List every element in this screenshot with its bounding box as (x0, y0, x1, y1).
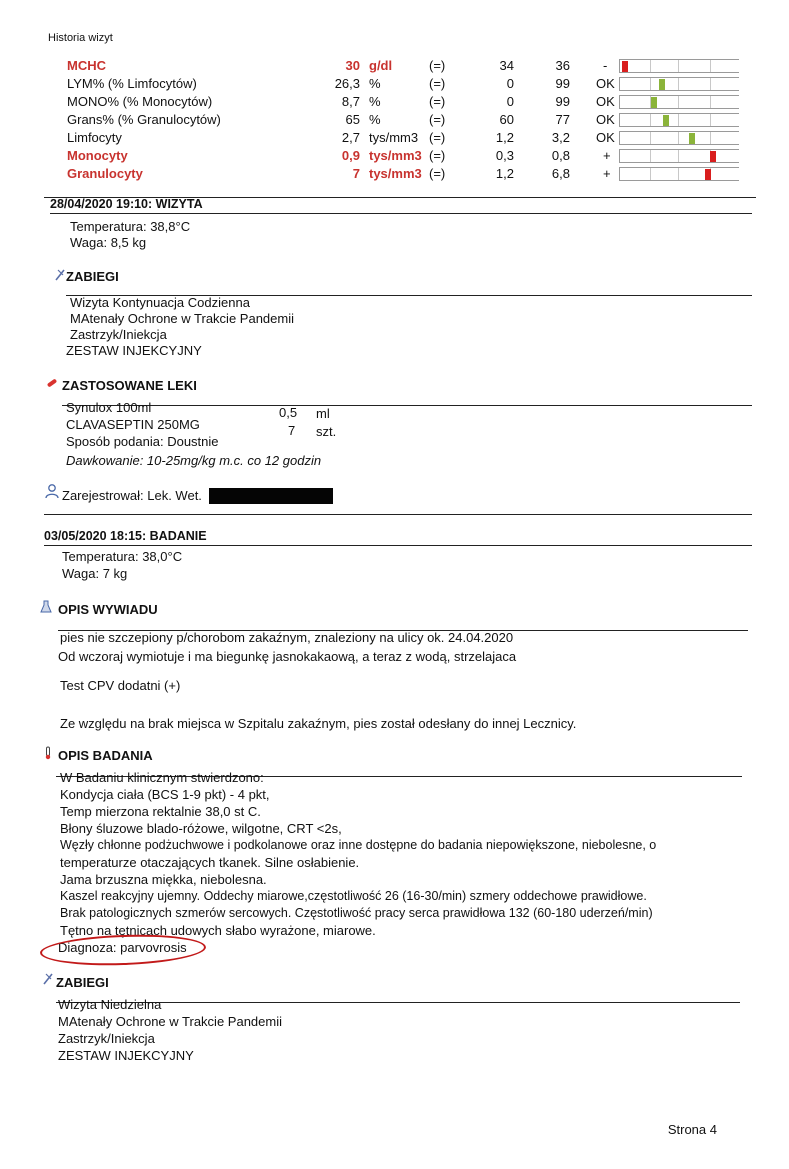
lab-range-marker (705, 169, 711, 180)
procedure-item: Zastrzyk/Iniekcja (70, 327, 167, 342)
divider (50, 213, 752, 214)
lab-value: 8,7 (341, 94, 360, 109)
lab-range-marker (710, 151, 716, 162)
lab-range-marker (663, 115, 669, 126)
divider (44, 514, 752, 515)
history-line: Ze względu na brak miejsca w Szpitalu zakaźnym, pies został odesłany do innej Lecznicy. (60, 716, 577, 731)
lab-test-name: MCHC (67, 58, 106, 73)
lab-status: + (603, 148, 611, 163)
lab-range-bar (619, 95, 739, 109)
lab-range-bar (619, 131, 739, 145)
lab-range-max: 36 (555, 58, 570, 73)
lab-status: - (603, 58, 608, 73)
lab-range-min: 0 (506, 94, 514, 109)
lab-status: OK (596, 94, 615, 109)
lab-result-row (0, 130, 789, 148)
lab-range-marker (689, 133, 695, 144)
lab-range-min: 1,2 (495, 130, 514, 145)
lab-comparator: (=) (429, 94, 446, 109)
procedure-item: ZESTAW INJEKCYJNY (58, 1048, 194, 1063)
lab-range-max: 3,2 (551, 130, 570, 145)
procedure-item: MAtenały Ochrone w Trakcie Pandemii (70, 311, 294, 326)
lab-status: OK (596, 130, 615, 145)
history-line: Od wczoraj wymiotuje i ma biegunkę jasnokakaową, a teraz z wodą, strzelajaca (58, 649, 517, 664)
lab-result-row (0, 112, 789, 130)
exam-line: Kaszel reakcyjny ujemny. Oddechy miarowe,częstotliwość 26 (16-30/min) szmery oddechowe prawidłowe. (60, 889, 647, 903)
lab-test-name: Limfocyty (67, 130, 122, 145)
visit-header: 03/05/2020 18:15: BADANIE (44, 529, 207, 543)
lab-test-name: LYM% (% Limfocytów) (67, 76, 197, 91)
lab-unit: g/dl (369, 58, 393, 73)
lab-range-max: 6,8 (551, 166, 570, 181)
lab-comparator: (=) (429, 130, 446, 145)
exam-line: Węzły chłonne podżuchwowe i podkolanowe oraz inne dostępne do badania niepowiększone, niebolesne, o (60, 838, 657, 852)
lab-value: 2,7 (341, 130, 360, 145)
lab-value: 0,9 (341, 148, 360, 163)
lab-unit: % (369, 76, 381, 91)
lab-range-marker (659, 79, 665, 90)
lab-range-bar (619, 59, 739, 73)
lab-range-max: 0,8 (551, 148, 570, 163)
lab-status: OK (596, 112, 615, 127)
exam-line: Błony śluzowe blado-różowe, wilgotne, CRT <2s, (60, 821, 342, 836)
lab-test-name: Monocyty (67, 148, 128, 163)
lab-unit: % (369, 94, 381, 109)
procedure-item: ZESTAW INJEKCYJNY (66, 343, 202, 358)
lab-range-marker (622, 61, 628, 72)
lab-status: OK (596, 76, 615, 91)
lab-range-marker (651, 97, 657, 108)
section-title-procedures: ZABIEGI (56, 975, 109, 990)
procedure-item: MAtenały Ochrone w Trakcie Pandemii (58, 1014, 282, 1029)
weight: Waga: 8,5 kg (70, 235, 147, 250)
lab-range-min: 34 (499, 58, 514, 73)
syringe-icon (42, 972, 54, 986)
lab-range-min: 0 (506, 76, 514, 91)
lab-comparator: (=) (429, 76, 446, 91)
exam-line: Brak patologicznych szmerów sercowych. Częstotliwość pracy serca prawidłowa 132 (60-180 uderzeń/min) (60, 906, 653, 920)
lab-test-name: MONO% (% Monocytów) (67, 94, 213, 109)
lab-range-max: 77 (555, 112, 570, 127)
lab-comparator: (=) (429, 58, 446, 73)
lab-range-max: 99 (555, 94, 570, 109)
syringe-icon (54, 268, 66, 282)
drug-qty: 7 (288, 423, 296, 438)
weight: Waga: 7 kg (62, 566, 128, 581)
section-title-history: OPIS WYWIADU (58, 602, 158, 617)
lab-range-min: 60 (499, 112, 514, 127)
exam-line: Kondycja ciała (BCS 1-9 pkt) - 4 pkt, (60, 787, 270, 802)
history-line: pies nie szczepiony p/chorobom zakaźnym, znaleziony na ulicy ok. 24.04.2020 (60, 630, 514, 645)
lab-comparator: (=) (429, 166, 446, 181)
drug-unit: ml (316, 406, 330, 421)
lab-status: + (603, 166, 611, 181)
drug-unit: szt. (316, 424, 337, 439)
redacted-name (209, 488, 333, 504)
lab-comparator: (=) (429, 148, 446, 163)
doctor-icon (44, 483, 60, 499)
lab-unit: tys/mm3 (369, 148, 422, 163)
drug-name: CLAVASEPTIN 250MG (66, 417, 200, 432)
lab-value: 65 (345, 112, 360, 127)
page-number: Strona 4 (667, 1122, 717, 1137)
diagnosis: Diagnoza: parvovrosis (58, 940, 187, 955)
lab-unit: tys/mm3 (369, 130, 419, 145)
lab-comparator: (=) (429, 112, 446, 127)
lab-result-row (0, 58, 789, 76)
lab-range-max: 99 (555, 76, 570, 91)
lab-result-row (0, 148, 789, 166)
exam-line: temperaturze otaczających tkanek. Silne osłabienie. (60, 855, 360, 870)
exam-line: W Badaniu klinicznym stwierdzono: (60, 770, 264, 785)
exam-line: Tętno na tętnicach udowych słabo wyrażone, miarowe. (60, 923, 376, 938)
divider (62, 405, 752, 406)
lab-range-bar (619, 77, 739, 91)
lab-value: 30 (345, 58, 360, 73)
lab-range-bar (619, 167, 739, 181)
document-title: Historia wizyt (48, 32, 113, 44)
divider (44, 545, 752, 546)
drug-route: Sposób podania: Doustnie (66, 434, 219, 449)
temperature: Temperatura: 38,8°C (70, 219, 191, 234)
exam-line: Jama brzuszna miękka, niebolesna. (60, 872, 267, 887)
drug-name: Synulox 100ml (66, 400, 152, 415)
registered-by: Zarejestrował: Lek. Wet. (62, 488, 202, 503)
history-line: Test CPV dodatni (+) (60, 678, 181, 693)
drug-qty: 0,5 (279, 405, 298, 420)
section-title-drugs: ZASTOSOWANE LEKI (62, 378, 197, 393)
section-title-procedures: ZABIEGI (66, 269, 119, 284)
lab-value: 26,3 (334, 76, 360, 91)
temperature: Temperatura: 38,0°C (62, 549, 183, 564)
lab-range-bar (619, 113, 739, 127)
lab-test-name: Granulocyty (67, 166, 143, 181)
section-title-exam: OPIS BADANIA (58, 748, 153, 763)
pill-icon (46, 376, 58, 390)
procedure-item: Zastrzyk/Iniekcja (58, 1031, 155, 1046)
visit-header: 28/04/2020 19:10: WIZYTA (50, 197, 203, 211)
lab-test-name: Grans% (% Granulocytów) (67, 112, 221, 127)
procedure-item: Wizyta Niedzielna (58, 997, 162, 1012)
drug-dosage: Dawkowanie: 10-25mg/kg m.c. co 12 godzin (66, 453, 322, 468)
lab-range-min: 1,2 (495, 166, 514, 181)
flask-icon (40, 600, 52, 614)
thermometer-icon (42, 746, 54, 760)
lab-range-bar (619, 149, 739, 163)
lab-result-row (0, 94, 789, 112)
exam-line: Temp mierzona rektalnie 38,0 st C. (60, 804, 261, 819)
lab-unit: tys/mm3 (369, 166, 422, 181)
lab-unit: % (369, 112, 381, 127)
lab-value: 7 (352, 166, 360, 181)
lab-range-min: 0,3 (495, 148, 514, 163)
lab-result-row (0, 76, 789, 94)
lab-result-row (0, 166, 789, 184)
procedure-item: Wizyta Kontynuacja Codzienna (70, 295, 250, 310)
